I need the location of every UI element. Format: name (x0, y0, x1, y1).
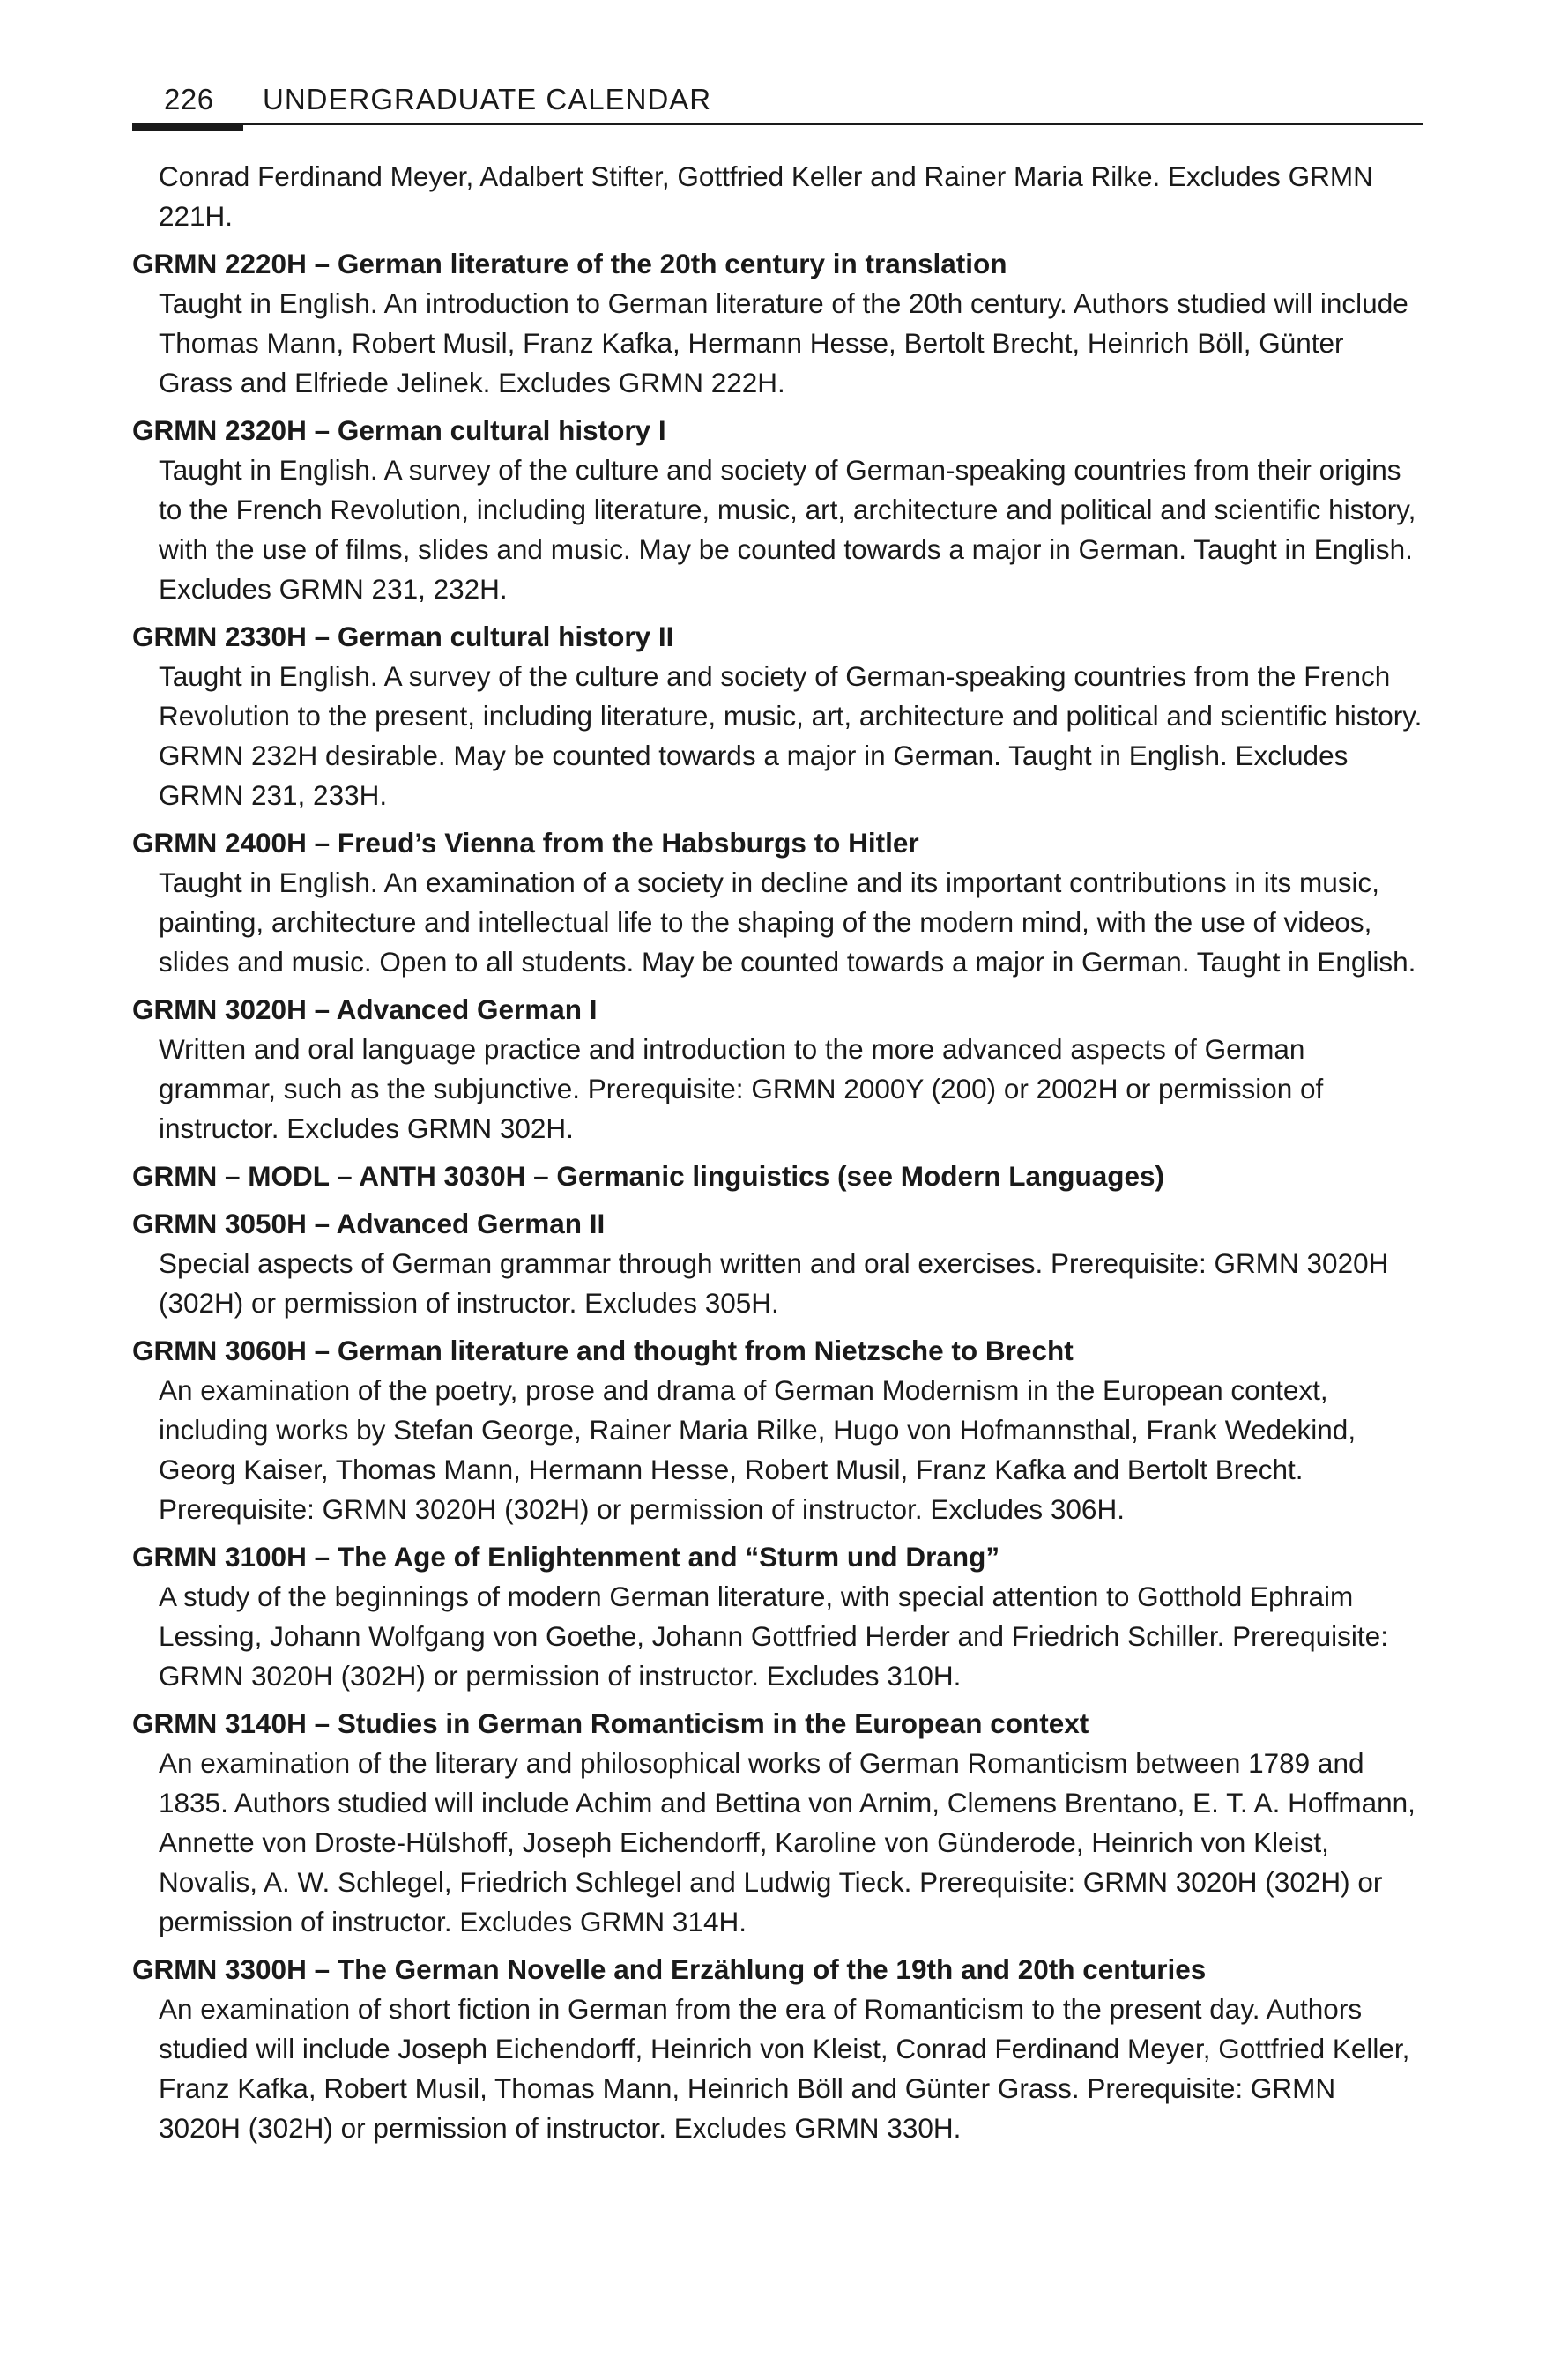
course-entry (132, 1950, 1423, 2148)
course-entry (132, 244, 1423, 403)
course-description: An examination of the poetry, prose and drama of German Modernism in the European context, including works by Stefan George, Rainer Maria Rilke, Hugo von Hofmannsthal, Frank Wedekind, Georg Kaiser, Thomas Mann, Hermann Hesse, Robert Musil, Franz Kafka and Bertolt Brecht. Prerequisite: GRMN 3020H (302H) or permission of instructor. Excludes 306H. (159, 1374, 1356, 1525)
course-entry (132, 617, 1423, 815)
course-title: GRMN 3050H – Advanced German II (132, 1208, 606, 1239)
course-title: GRMN 2330H – German cultural history II (132, 621, 674, 652)
course-title: GRMN 3300H – The German Novelle and Erzählung of the 19th and 20th centuries (132, 1953, 1207, 1985)
course-title: GRMN 2320H – German cultural history I (132, 414, 666, 446)
page-number: 226 (164, 83, 214, 115)
course-title: GRMN 2220H – German literature of the 20th century in translation (132, 248, 1007, 279)
course-description: Special aspects of German grammar through written and oral exercises. Prerequisite: GRMN 3020H (302H) or permission of instructor. Excludes 305H. (159, 1247, 1389, 1319)
course-title: GRMN 3020H – Advanced German I (132, 993, 598, 1025)
course-description: Taught in English. A survey of the culture and society of German-speaking countries from their origins to the French Revolution, including literature, music, art, architecture and political and scientific history, with the use of films, slides and music. May be counted towards a major in German. Taught in English. Excludes GRMN 231, 232H. (159, 454, 1416, 605)
calendar-page (132, 0, 1423, 2380)
course-entry (132, 1204, 1423, 1323)
header-rule-tab (132, 123, 243, 131)
course-entry (132, 990, 1423, 1149)
course-listing (132, 157, 1423, 2156)
course-entry (132, 823, 1423, 982)
course-description: An examination of the literary and philosophical works of German Romanticism between 1789 and 1835. Authors studied will include Achim and Bettina von Arnim, Clemens Brentano, E. T. A. Hoffmann, Annette von Droste-Hülshoff, Joseph Eichendorff, Karoline von Günderode, Heinrich von Kleist, Novalis, A. W. Schlegel, Friedrich Schlegel and Ludwig Tieck. Prerequisite: GRMN 3020H (302H) or permission of instructor. Excludes GRMN 314H. (159, 1747, 1416, 1937)
course-description: Taught in English. A survey of the culture and society of German-speaking countries from the French Revolution to the present, including literature, music, art, architecture and political and scientific history. GRMN 232H desirable. May be counted towards a major in German. Taught in English. Excludes GRMN 231, 233H. (159, 660, 1423, 811)
course-description: A study of the beginnings of modern German literature, with special attention to Gotthold Ephraim Lessing, Johann Wolfgang von Goethe, Johann Gottfried Herder and Friedrich Schiller. Prerequisite: GRMN 3020H (302H) or permission of instructor. Excludes 310H. (159, 1580, 1388, 1692)
course-description: Taught in English. An examination of a society in decline and its important contributions in its music, painting, architecture and intellectual life to the shaping of the modern mind, with the use of videos, slides and music. Open to all students. May be counted towards a major in German. Taught in English. (159, 866, 1416, 978)
course-entry (132, 1704, 1423, 1942)
course-description: Taught in English. An introduction to German literature of the 20th century. Authors studied will include Thomas Mann, Robert Musil, Franz Kafka, Hermann Hesse, Bertolt Brecht, Heinrich Böll, Günter Grass and Elfriede Jelinek. Excludes GRMN 222H. (159, 287, 1408, 398)
course-description: An examination of short fiction in German from the era of Romanticism to the present day. Authors studied will include Joseph Eichendorff, Heinrich von Kleist, Conrad Ferdinand Meyer, Gottfried Keller, Franz Kafka, Robert Musil, Thomas Mann, Heinrich Böll and Günter Grass. Prerequisite: GRMN 3020H (302H) or permission of instructor. Excludes GRMN 330H. (159, 1993, 1410, 2144)
course-title: GRMN 2400H – Freud’s Vienna from the Habsburgs to Hitler (132, 827, 919, 859)
course-entry (132, 411, 1423, 609)
course-title: GRMN – MODL – ANTH 3030H – Germanic linguistics (see Modern Languages) (132, 1160, 1165, 1192)
page-header (132, 81, 1423, 134)
continuation-text: Conrad Ferdinand Meyer, Adalbert Stifter, Gottfried Keller and Rainer Maria Rilke. Excludes GRMN 221H. (159, 160, 1373, 232)
header-rule (132, 123, 1423, 125)
course-entry (132, 1537, 1423, 1696)
course-title: GRMN 3060H – German literature and thought from Nietzsche to Brecht (132, 1335, 1074, 1366)
course-entry (132, 1331, 1423, 1529)
course-title: GRMN 3140H – Studies in German Romanticism in the European context (132, 1707, 1089, 1739)
running-title: UNDERGRADUATE CALENDAR (263, 83, 712, 115)
course-description: Written and oral language practice and introduction to the more advanced aspects of German grammar, such as the subjunctive. Prerequisite: GRMN 2000Y (200) or 2002H or permission of instructor. Excludes GRMN 302H. (159, 1033, 1324, 1144)
course-entry (132, 1157, 1423, 1196)
course-title: GRMN 3100H – The Age of Enlightenment and “Sturm und Drang” (132, 1541, 1000, 1573)
